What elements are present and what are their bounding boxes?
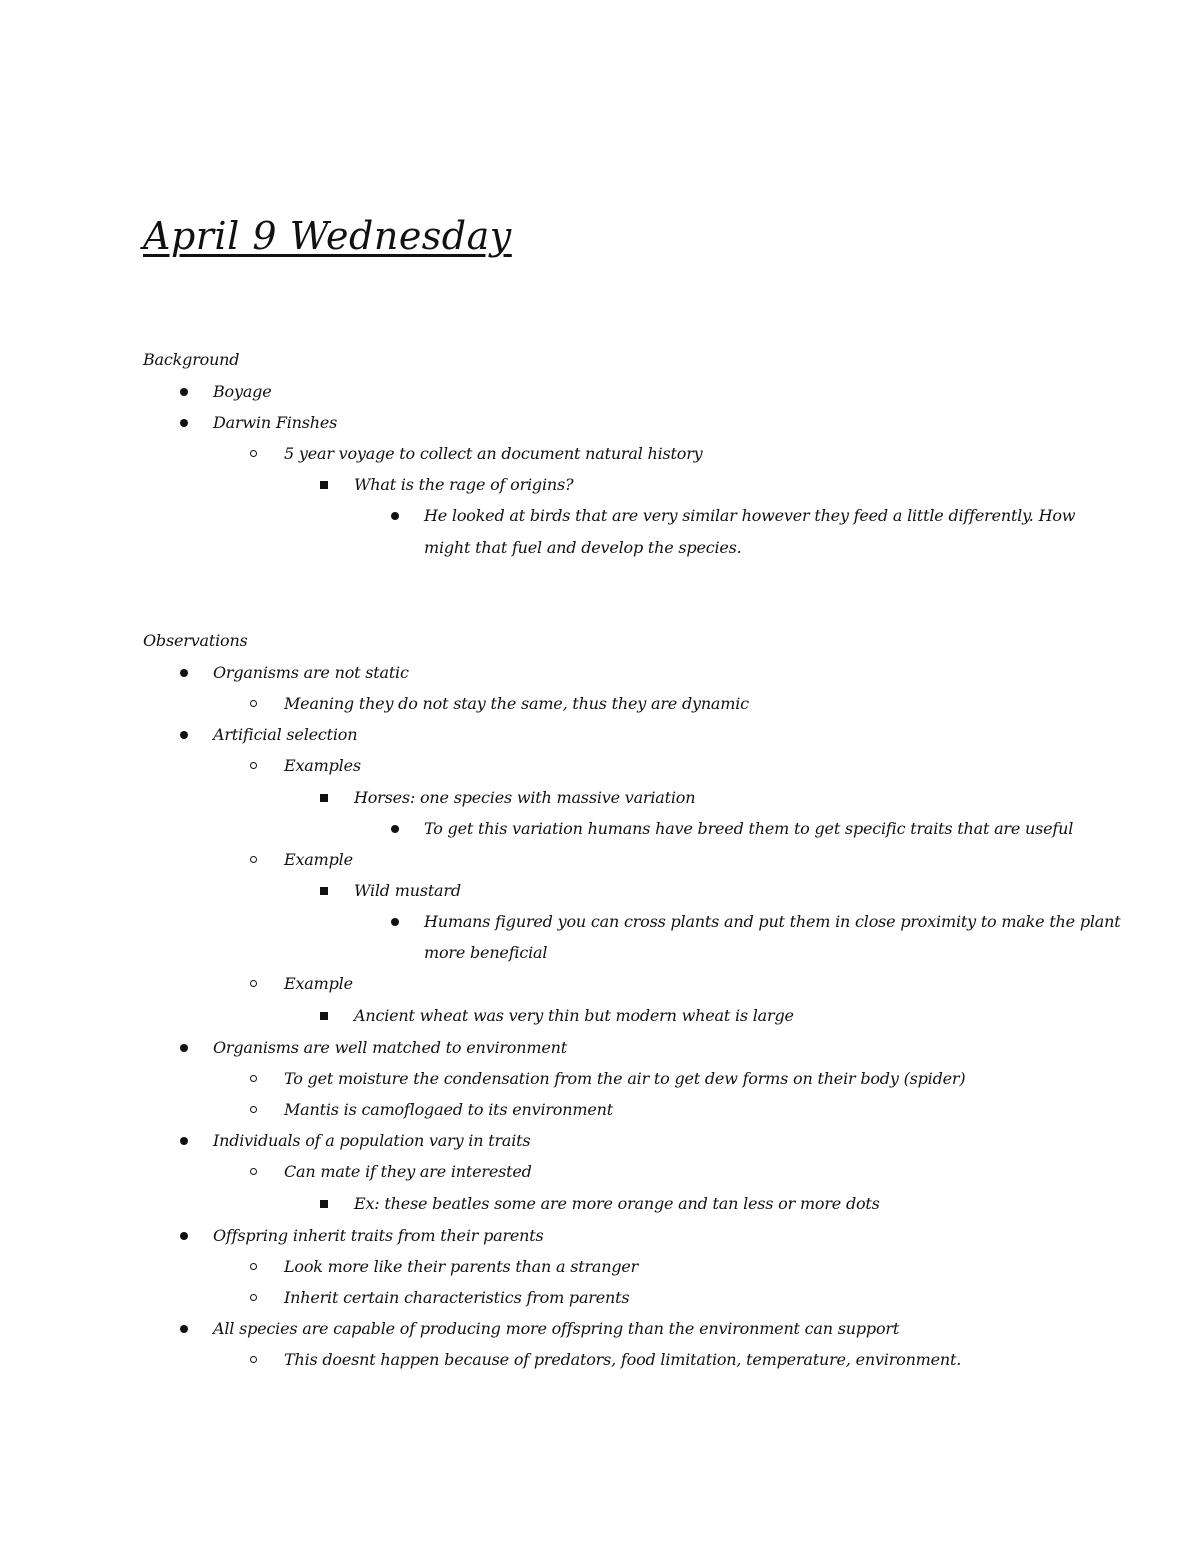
list-item: To get moisture the condensation from the air to get dew forms on their body (spider) [284,1069,966,1088]
bullet-circle [250,980,257,987]
bullet-square [320,1012,328,1020]
bullet-disc [180,1325,188,1333]
list-item: Horses: one species with massive variation [354,788,696,807]
list-item: Examples [284,756,361,775]
bullet-circle [250,1294,257,1301]
bullet-circle [250,700,257,707]
bullet-disc [391,918,399,926]
bullet-circle [250,450,257,457]
bullet-circle [250,1106,257,1113]
bullet-disc [180,1232,188,1240]
list-item-continuation: might that fuel and develop the species. [424,538,742,557]
list-item: What is the rage of origins? [354,475,574,494]
list-item: 5 year voyage to collect an document natural history [284,444,703,463]
list-item: Boyage [213,382,272,401]
page-title: April 9 Wednesday [143,214,512,258]
bullet-circle [250,856,257,863]
bullet-disc [180,731,188,739]
bullet-circle [250,762,257,769]
bullet-circle [250,1263,257,1270]
bullet-disc [180,1044,188,1052]
list-item: Organisms are well matched to environment [213,1038,567,1057]
bullet-circle [250,1356,257,1363]
list-item: Humans figured you can cross plants and put them in close proximity to make the plant [424,912,1121,931]
list-item: Look more like their parents than a stranger [284,1257,639,1276]
bullet-square [320,794,328,802]
bullet-square [320,1200,328,1208]
bullet-circle [250,1168,257,1175]
list-item: Wild mustard [354,881,461,900]
list-item: Mantis is camoflogaed to its environment [284,1100,613,1119]
list-item: Example [284,974,353,993]
section-heading-observations: Observations [143,631,248,650]
bullet-disc [180,419,188,427]
list-item: This doesnt happen because of predators, food limitation, temperature, environment. [284,1350,962,1369]
list-item: To get this variation humans have breed them to get specific traits that are useful [424,819,1074,838]
list-item: Meaning they do not stay the same, thus they are dynamic [284,694,749,713]
bullet-square [320,887,328,895]
section-heading-background: Background [143,350,240,369]
list-item: All species are capable of producing more offspring than the environment can support [213,1319,900,1338]
list-item: Darwin Finshes [213,413,338,432]
list-item: Offspring inherit traits from their parents [213,1226,544,1245]
list-item: Inherit certain characteristics from parents [284,1288,630,1307]
bullet-disc [391,825,399,833]
list-item: Organisms are not static [213,663,409,682]
bullet-disc [391,512,399,520]
list-item: Ancient wheat was very thin but modern wheat is large [354,1006,794,1025]
bullet-square [320,481,328,489]
list-item: Individuals of a population vary in traits [213,1131,531,1150]
list-item: He looked at birds that are very similar however they feed a little differently. How [424,506,1076,525]
bullet-disc [180,669,188,677]
bullet-circle [250,1075,257,1082]
list-item: Artificial selection [213,725,358,744]
list-item: Ex: these beatles some are more orange and tan less or more dots [354,1194,880,1213]
list-item: Can mate if they are interested [284,1162,532,1181]
list-item-continuation: more beneficial [424,943,548,962]
bullet-disc [180,388,188,396]
bullet-disc [180,1137,188,1145]
list-item: Example [284,850,353,869]
